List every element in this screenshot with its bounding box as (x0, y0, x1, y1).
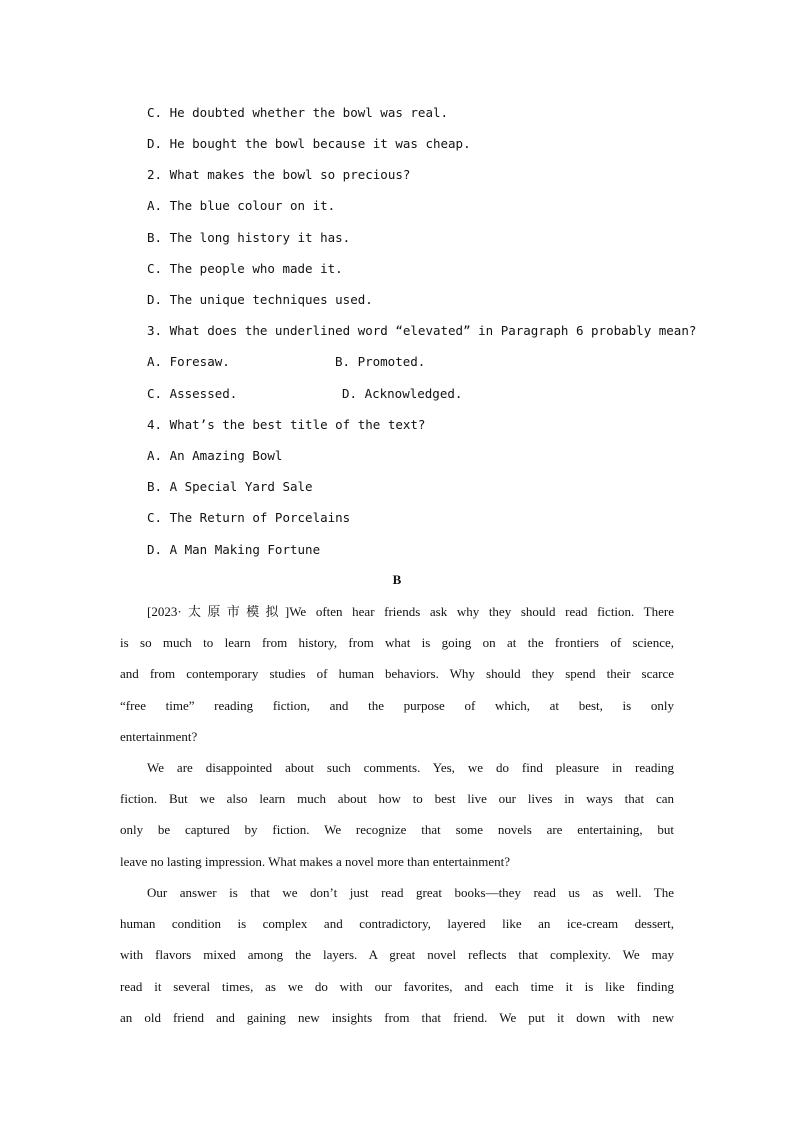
paragraph-1-line: entertainment? (120, 728, 198, 744)
option-1d: D. He bought the bowl because it was cheap. (147, 136, 471, 151)
paragraph-2-line: only be captured by fiction. We recognize that some novels are entertaining, but (120, 822, 674, 838)
option-2d: D. The unique techniques used. (147, 292, 373, 307)
option-2a: A. The blue colour on it. (147, 198, 336, 213)
option-1c: C. He doubted whether the bowl was real. (147, 105, 449, 120)
paragraph-2-line: We are disappointed about such comments. Yes, we do find pleasure in reading (147, 760, 674, 775)
paragraph-1-line: and from contemporary studies of human behaviors. Why should they spend their scarce (120, 666, 674, 682)
question-4: 4. What’s the best title of the text? (147, 417, 426, 432)
paragraph-1 (120, 596, 674, 752)
paragraph-3-line: Our answer is that we don’t just read great books—they read us as well. The (147, 885, 674, 900)
option-4a: A. An Amazing Bowl (147, 448, 283, 463)
paragraph-1-line: is so much to learn from history, from what is going on at the frontiers of science, (120, 635, 674, 651)
paragraph-3-line: an old friend and gaining new insights from that friend. We put it down with new (120, 1009, 674, 1025)
paragraph-1-line: [2023·太原市模拟]We often hear friends ask why they should read fiction. There (147, 604, 674, 619)
question-2: 2. What makes the bowl so precious? (147, 167, 411, 182)
question-3: 3. What does the underlined word “elevated” in Paragraph 6 probably mean? (147, 323, 697, 338)
paragraph-2-line: leave no lasting impression. What makes a novel more than entertainment? (120, 853, 510, 869)
paragraph-3-line: with flavors mixed among the layers. A great novel reflects that complexity. We may (120, 947, 674, 963)
paragraph-2 (120, 752, 674, 877)
paragraph-3 (120, 877, 674, 1033)
option-3b: B. Promoted. (335, 354, 426, 369)
option-2c: C. The people who made it. (147, 261, 343, 276)
option-4b: B. A Special Yard Sale (147, 479, 313, 494)
option-3a: A. Foresaw. (147, 354, 230, 369)
paragraph-3-line: human condition is complex and contradictory, layered like an ice-cream dessert, (120, 916, 674, 932)
paragraph-2-line: fiction. But we also learn much about how to best live our lives in ways that can (120, 791, 674, 807)
option-4d: D. A Man Making Fortune (147, 542, 321, 557)
option-3c: C. Assessed. (147, 386, 238, 401)
paragraph-3-line: read it several times, as we do with our favorites, and each time it is like finding (120, 978, 674, 994)
option-4c: C. The Return of Porcelains (147, 510, 351, 525)
paragraph-1-line: “free time” reading fiction, and the purpose of which, at best, is only (120, 697, 674, 713)
option-2b: B. The long history it has. (147, 230, 351, 245)
section-heading-b: B (392, 572, 402, 587)
option-3d: D. Acknowledged. (342, 386, 463, 401)
